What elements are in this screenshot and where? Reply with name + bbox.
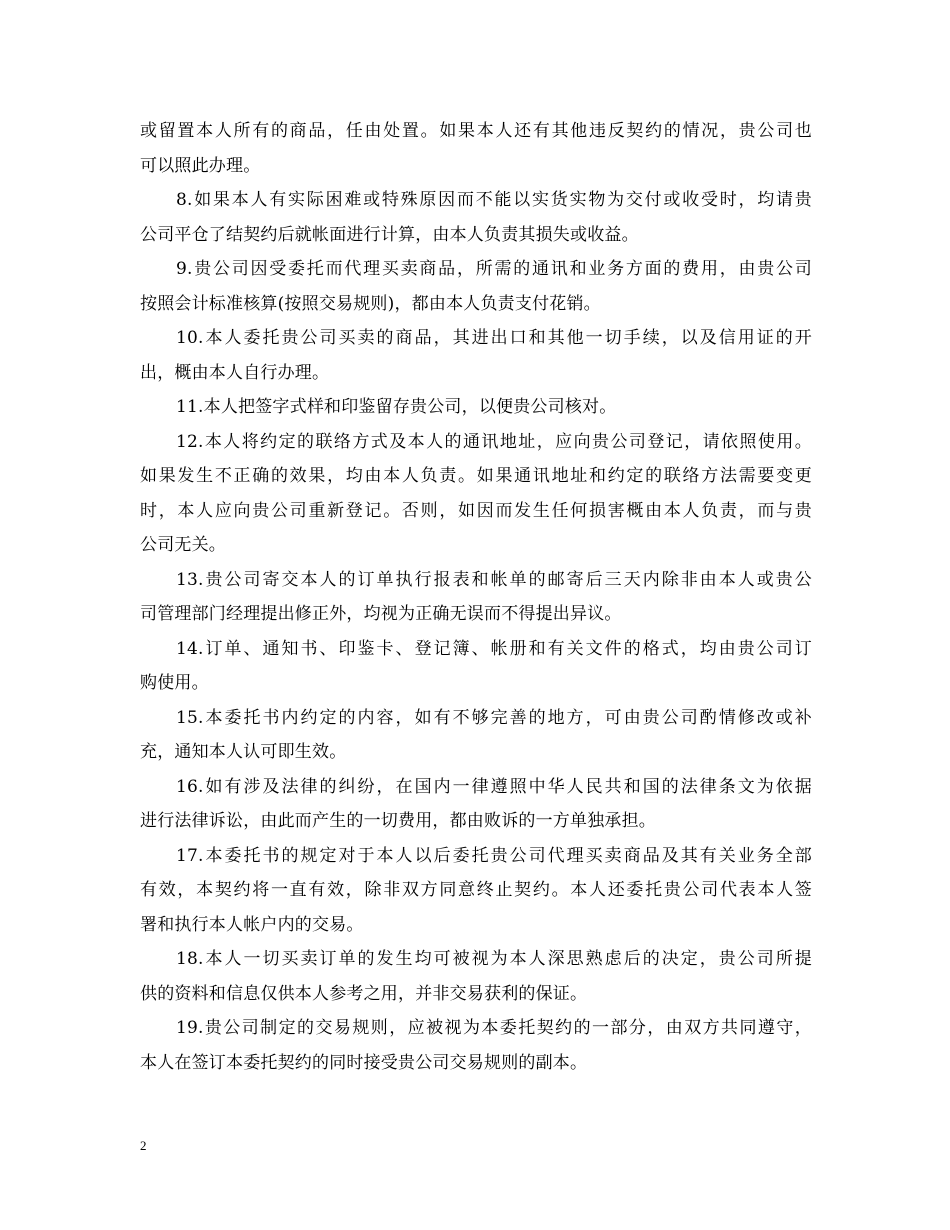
text-line: 司管理部门经理提出修正外，均视为正确无误而不得提出异议。 bbox=[140, 604, 622, 624]
text-line: 可以照此办理。 bbox=[140, 155, 261, 176]
clause-13-line: 13.贵公司寄交本人的订单执行报表和帐单的邮寄后三天内除非由本人或贵公 bbox=[176, 569, 812, 590]
page-number: 2 bbox=[140, 1138, 147, 1153]
text-line: 充，通知本人认可即生效。 bbox=[140, 742, 347, 762]
text-line: 公司平仓了结契约后就帐面进行计算，由本人负责其损失或收益。 bbox=[140, 224, 639, 245]
clause-8-line: 8.如果本人有实际困难或特殊原因而不能以实货实物为交付或收受时，均请贵 bbox=[176, 190, 812, 210]
clause-11-line: 11.本人把签字式样和印鉴留存贵公司，以便贵公司核对。 bbox=[176, 397, 617, 417]
text-line: 本人在签订本委托契约的同时接受贵公司交易规则的副本。 bbox=[140, 1052, 588, 1073]
text-line: 如果发生不正确的效果，均由本人负责。如果通讯地址和约定的联络方法需要变更 bbox=[140, 466, 812, 486]
text-line: 或留置本人所有的商品，任由处置。如果本人还有其他违反契约的情况，贵公司也 bbox=[140, 121, 812, 141]
text-line: 出，概由本人自行办理。 bbox=[140, 362, 330, 383]
clause-18-line: 18.本人一切买卖订单的发生均可被视为本人深思熟虑后的决定，贵公司所提 bbox=[176, 949, 812, 969]
text-line: 署和执行本人帐户内的交易。 bbox=[140, 914, 364, 935]
document-body bbox=[140, 114, 812, 1080]
text-line: 公司无关。 bbox=[140, 535, 226, 555]
clause-14-line: 14.订单、通知书、印鉴卡、登记簿、帐册和有关文件的格式，均由贵公司订 bbox=[176, 638, 812, 659]
clause-15-line: 15.本委托书内约定的内容，如有不够完善的地方，可由贵公司酌情修改或补 bbox=[176, 707, 812, 728]
clause-9-line: 9.贵公司因受委托而代理买卖商品，所需的通讯和业务方面的费用，由贵公司 bbox=[176, 259, 812, 279]
clause-10-line: 10.本人委托贵公司买卖的商品，其进出口和其他一切手续，以及信用证的开 bbox=[176, 328, 812, 348]
text-line: 供的资料和信息仅供本人参考之用，并非交易获利的保证。 bbox=[140, 983, 588, 1004]
text-line: 有效，本契约将一直有效，除非双方同意终止契约。本人还委托贵公司代表本人签 bbox=[140, 880, 812, 900]
clause-12-line: 12.本人将约定的联络方式及本人的通讯地址，应向贵公司登记，请依照使用。 bbox=[176, 431, 812, 452]
text-line: 时，本人应向贵公司重新登记。否则，如因而发生任何损害概由本人负责，而与贵 bbox=[140, 500, 812, 521]
clause-17-line: 17.本委托书的规定对于本人以后委托贵公司代理买卖商品及其有关业务全部 bbox=[176, 845, 812, 866]
text-line: 按照会计标准核算(按照交易规则)，都由本人负责支付花销。 bbox=[140, 293, 601, 314]
clause-19-line: 19.贵公司制定的交易规则，应被视为本委托契约的一部分，由双方共同遵守， bbox=[176, 1018, 812, 1038]
text-line: 购使用。 bbox=[140, 673, 209, 693]
clause-16-line: 16.如有涉及法律的纠纷，在国内一律遵照中华人民共和国的法律条文为依据 bbox=[176, 776, 812, 797]
text-line: 进行法律诉讼，由此而产生的一切费用，都由败诉的一方单独承担。 bbox=[140, 811, 656, 831]
